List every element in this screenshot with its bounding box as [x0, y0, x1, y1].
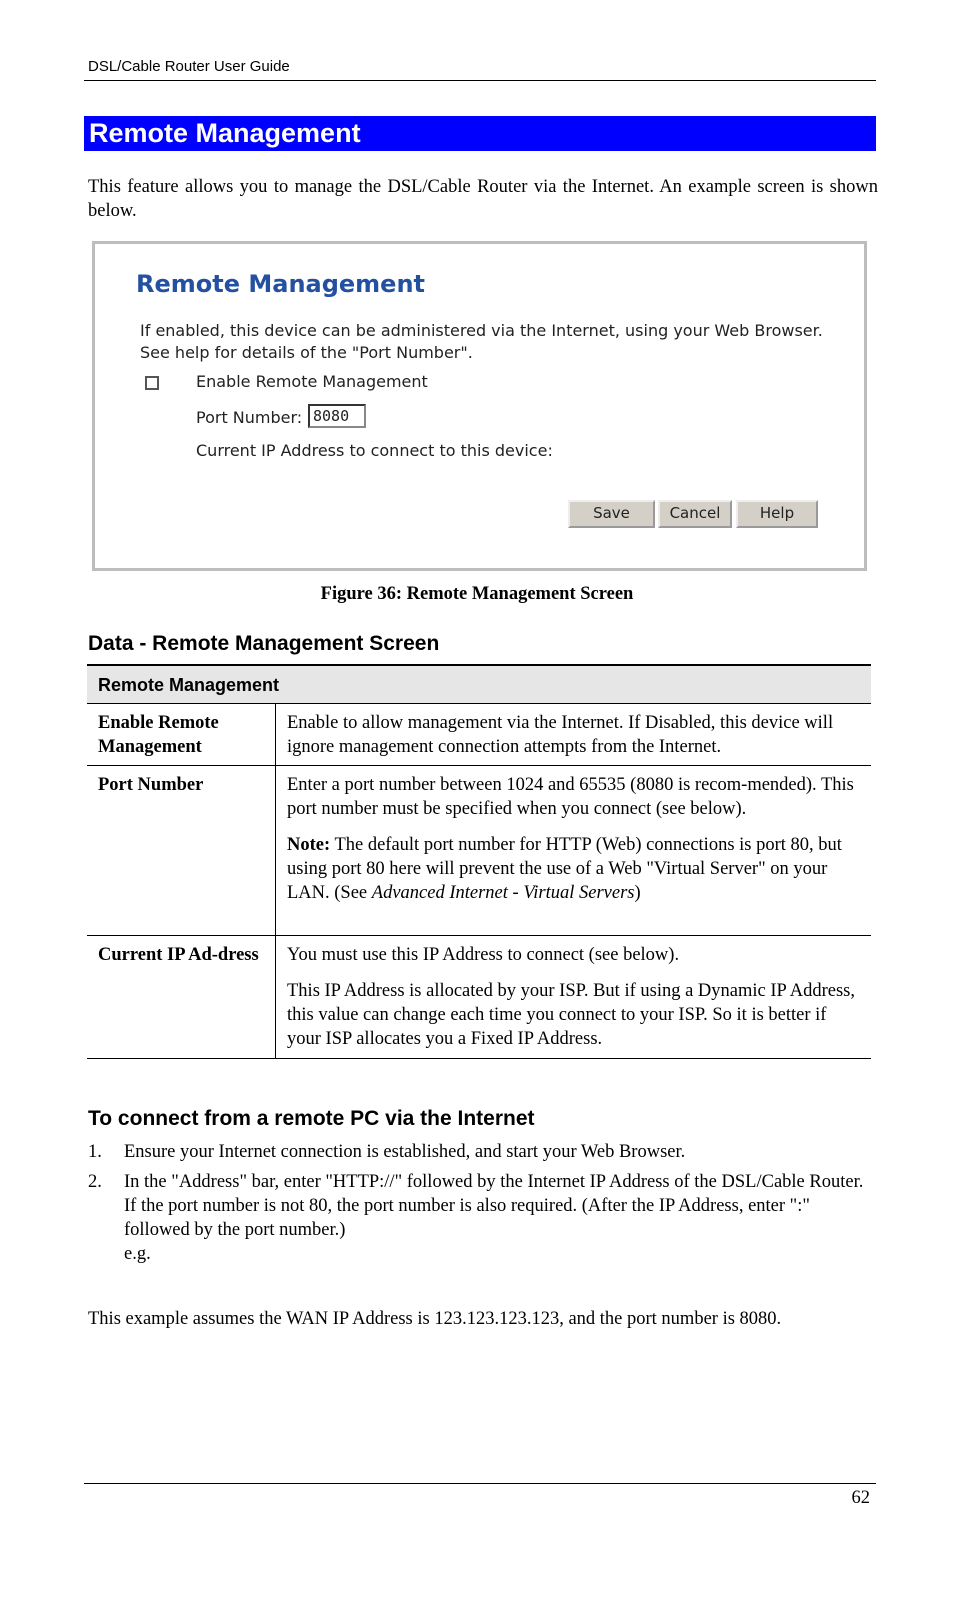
step-text: In the "Address" bar, enter "HTTP://" followed by the Internet IP Address of the DSL/Cable Router. If the port number is not 80, the port number is also required. (After the IP Address, enter ":" followed by the port number.)	[124, 1172, 864, 1240]
table-header: Remote Management	[87, 664, 871, 704]
description-text: Enable to allow management via the Internet. If Disabled, this device will ignore management connection attempts from the Internet.	[287, 713, 834, 757]
data-section-heading: Data - Remote Management Screen	[88, 632, 440, 655]
description-text: This IP Address is allocated by your ISP. But if using a Dynamic IP Address, this value can change each time you connect to your ISP. So it is better if your ISP allocates you a Fixed IP Address.	[287, 981, 855, 1049]
description-text: You must use this IP Address to connect (see below).	[287, 945, 680, 965]
description-cell	[276, 704, 871, 765]
note-reference: Advanced Internet - Virtual Servers	[371, 883, 635, 903]
description-text: Enter a port number between 1024 and 65535 (8080 is recom-mended). This port number must be specified when you connect (see below).	[287, 775, 854, 819]
screen-description-line: See help for details of the "Port Number".	[140, 343, 473, 362]
term-cell: Enable Remote Management	[87, 704, 276, 765]
note-end: )	[634, 883, 641, 903]
step-example: e.g.	[124, 1244, 151, 1264]
step-number: 1.	[88, 1142, 102, 1162]
header-rule	[84, 80, 876, 81]
remote-management-screenshot	[92, 241, 867, 571]
page-number: 62	[851, 1488, 870, 1508]
help-button[interactable]: Help	[736, 500, 818, 528]
screen-description-line: If enabled, this device can be administered via the Internet, using your Web Browser.	[140, 321, 823, 340]
steps-list	[88, 1140, 878, 1272]
enable-remote-management-checkbox[interactable]	[145, 376, 159, 390]
screen-title: Remote Management	[136, 270, 426, 298]
footer-rule	[84, 1483, 876, 1484]
step-body	[124, 1170, 878, 1266]
list-item	[88, 1170, 878, 1266]
port-number-input[interactable]: 8080	[308, 404, 366, 428]
step-text: Ensure your Internet connection is established, and start your Web Browser.	[124, 1142, 686, 1162]
running-header: DSL/Cable Router User Guide	[88, 58, 290, 75]
port-number-label: Port Number:	[196, 408, 303, 427]
current-ip-label: Current IP Address to connect to this device:	[196, 441, 553, 460]
example-note: This example assumes the WAN IP Address is 123.123.123.123, and the port number is 8080.	[88, 1309, 782, 1329]
connect-section-heading: To connect from a remote PC via the Internet	[88, 1107, 535, 1130]
note-paragraph	[287, 833, 863, 905]
table-row	[87, 704, 871, 766]
list-item	[88, 1140, 878, 1164]
enable-remote-management-label: Enable Remote Management	[196, 372, 428, 391]
screen-description	[140, 320, 840, 364]
data-table	[87, 664, 871, 1059]
note-text: The default port number for HTTP (Web) connections is port 80, but using port 80 here will prevent the use of a Web "Virtual Server" on your LAN. (See	[287, 835, 842, 903]
term-cell: Current IP Ad-dress	[87, 936, 276, 1058]
save-button[interactable]: Save	[568, 500, 655, 528]
cancel-button[interactable]: Cancel	[658, 500, 732, 528]
section-title: Remote Management	[84, 116, 876, 151]
term-cell: Port Number	[87, 766, 276, 935]
description-cell	[276, 766, 871, 935]
table-row	[87, 936, 871, 1059]
table-row	[87, 766, 871, 936]
intro-paragraph: This feature allows you to manage the DSL/Cable Router via the Internet. An example screen is shown below.	[88, 177, 878, 221]
figure-caption: Figure 36: Remote Management Screen	[320, 584, 634, 604]
note-label: Note:	[287, 835, 331, 855]
description-cell	[276, 936, 871, 1058]
step-number: 2.	[88, 1172, 102, 1192]
